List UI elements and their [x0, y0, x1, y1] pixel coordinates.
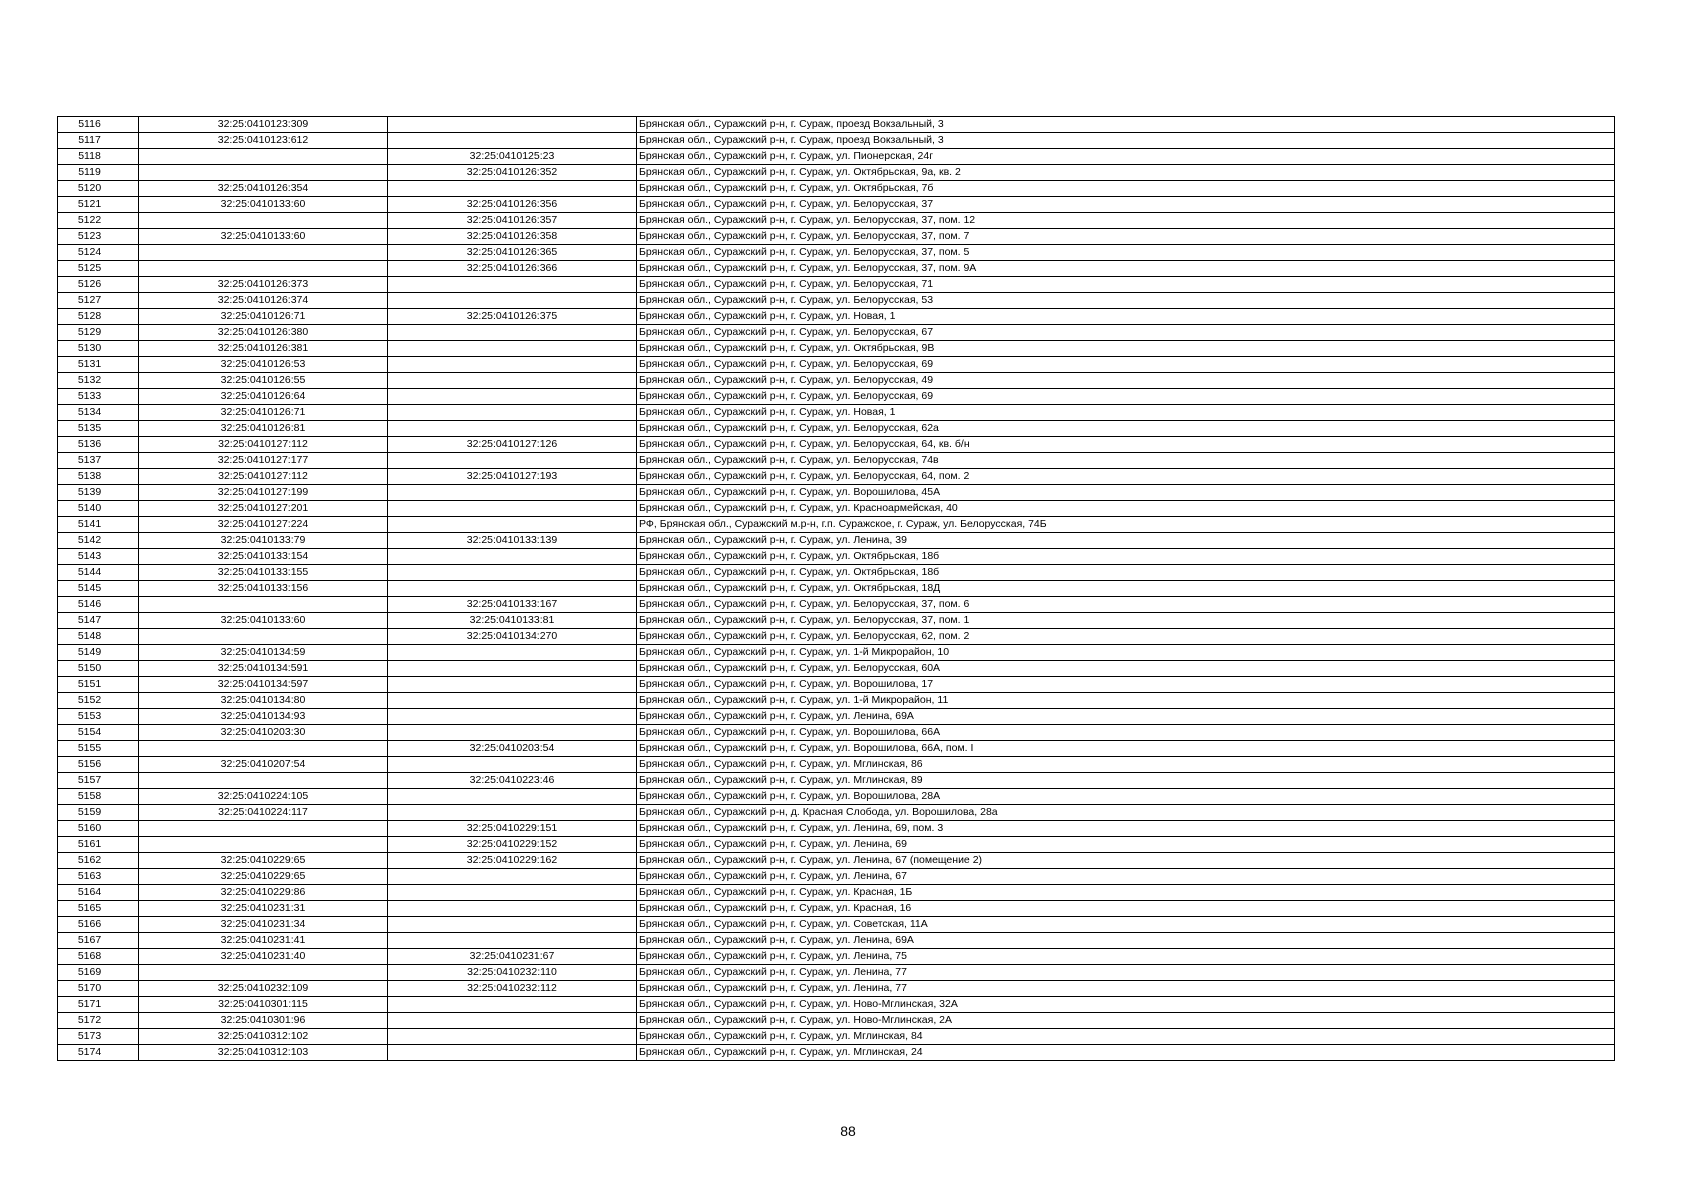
row-number-cell: 5120 — [58, 181, 139, 197]
address-cell: Брянская обл., Суражский р-н, г. Сураж, ул. 1-й Микрорайон, 10 — [637, 645, 1615, 661]
linked-cadastral-number-cell: 32:25:0410126:352 — [388, 165, 637, 181]
linked-cadastral-number-cell: 32:25:0410126:375 — [388, 309, 637, 325]
table-row — [58, 933, 1615, 949]
cadastral-number-cell — [139, 629, 388, 645]
table-row — [58, 997, 1615, 1013]
row-number-cell: 5122 — [58, 213, 139, 229]
table-row — [58, 533, 1615, 549]
address-cell: Брянская обл., Суражский р-н, г. Сураж, ул. Белорусская, 37 — [637, 197, 1615, 213]
cadastral-number-cell: 32:25:0410123:309 — [139, 117, 388, 133]
table-row — [58, 213, 1615, 229]
table-row — [58, 197, 1615, 213]
linked-cadastral-number-cell — [388, 549, 637, 565]
cadastral-number-cell: 32:25:0410224:117 — [139, 805, 388, 821]
cadastral-number-cell: 32:25:0410231:40 — [139, 949, 388, 965]
linked-cadastral-number-cell — [388, 869, 637, 885]
linked-cadastral-number-cell: 32:25:0410232:112 — [388, 981, 637, 997]
table-row — [58, 645, 1615, 661]
linked-cadastral-number-cell — [388, 645, 637, 661]
table-row — [58, 373, 1615, 389]
row-number-cell: 5118 — [58, 149, 139, 165]
cadastral-number-cell: 32:25:0410126:354 — [139, 181, 388, 197]
cadastral-number-cell: 32:25:0410133:79 — [139, 533, 388, 549]
cadastral-number-cell: 32:25:0410231:31 — [139, 901, 388, 917]
table-row — [58, 661, 1615, 677]
row-number-cell: 5130 — [58, 341, 139, 357]
linked-cadastral-number-cell — [388, 517, 637, 533]
row-number-cell: 5174 — [58, 1045, 139, 1061]
table-row — [58, 757, 1615, 773]
address-cell: РФ, Брянская обл., Суражский м.р-н, г.п. Суражское, г. Сураж, ул. Белорусская, 74Б — [637, 517, 1615, 533]
linked-cadastral-number-cell: 32:25:0410125:23 — [388, 149, 637, 165]
row-number-cell: 5126 — [58, 277, 139, 293]
cadastral-number-cell: 32:25:0410126:380 — [139, 325, 388, 341]
linked-cadastral-number-cell — [388, 901, 637, 917]
table-row — [58, 837, 1615, 853]
table-row — [58, 677, 1615, 693]
address-cell: Брянская обл., Суражский р-н, г. Сураж, ул. Пионерская, 24г — [637, 149, 1615, 165]
address-cell: Брянская обл., Суражский р-н, г. Сураж, ул. Белорусская, 37, пом. 12 — [637, 213, 1615, 229]
linked-cadastral-number-cell: 32:25:0410232:110 — [388, 965, 637, 981]
linked-cadastral-number-cell: 32:25:0410229:151 — [388, 821, 637, 837]
linked-cadastral-number-cell: 32:25:0410133:81 — [388, 613, 637, 629]
row-number-cell: 5127 — [58, 293, 139, 309]
cadastral-number-cell: 32:25:0410203:30 — [139, 725, 388, 741]
cadastral-number-cell: 32:25:0410231:34 — [139, 917, 388, 933]
address-cell: Брянская обл., Суражский р-н, г. Сураж, ул. Ленина, 67 — [637, 869, 1615, 885]
linked-cadastral-number-cell — [388, 725, 637, 741]
cadastral-number-cell — [139, 213, 388, 229]
address-cell: Брянская обл., Суражский р-н, г. Сураж, ул. Ленина, 67 (помещение 2) — [637, 853, 1615, 869]
cadastral-number-cell: 32:25:0410232:109 — [139, 981, 388, 997]
linked-cadastral-number-cell — [388, 405, 637, 421]
address-cell: Брянская обл., Суражский р-н, г. Сураж, ул. Ленина, 39 — [637, 533, 1615, 549]
row-number-cell: 5165 — [58, 901, 139, 917]
row-number-cell: 5146 — [58, 597, 139, 613]
address-cell: Брянская обл., Суражский р-н, г. Сураж, ул. Белорусская, 37, пом. 7 — [637, 229, 1615, 245]
cadastral-number-cell: 32:25:0410133:60 — [139, 229, 388, 245]
table-row — [58, 981, 1615, 997]
row-number-cell: 5124 — [58, 245, 139, 261]
row-number-cell: 5151 — [58, 677, 139, 693]
linked-cadastral-number-cell: 32:25:0410126:358 — [388, 229, 637, 245]
table-row — [58, 741, 1615, 757]
address-cell: Брянская обл., Суражский р-н, г. Сураж, ул. Ново-Мглинская, 32А — [637, 997, 1615, 1013]
row-number-cell: 5136 — [58, 437, 139, 453]
table-row — [58, 437, 1615, 453]
address-cell: Брянская обл., Суражский р-н, г. Сураж, ул. Ворошилова, 66А, пом. I — [637, 741, 1615, 757]
cadastral-number-cell: 32:25:0410224:105 — [139, 789, 388, 805]
table-row — [58, 133, 1615, 149]
cadastral-number-cell — [139, 149, 388, 165]
row-number-cell: 5121 — [58, 197, 139, 213]
row-number-cell: 5162 — [58, 853, 139, 869]
row-number-cell: 5156 — [58, 757, 139, 773]
table-row — [58, 949, 1615, 965]
row-number-cell: 5117 — [58, 133, 139, 149]
table-row — [58, 181, 1615, 197]
linked-cadastral-number-cell: 32:25:0410126:356 — [388, 197, 637, 213]
table-row — [58, 693, 1615, 709]
cadastral-number-cell: 32:25:0410123:612 — [139, 133, 388, 149]
row-number-cell: 5171 — [58, 997, 139, 1013]
address-cell: Брянская обл., Суражский р-н, г. Сураж, ул. Белорусская, 67 — [637, 325, 1615, 341]
address-cell: Брянская обл., Суражский р-н, г. Сураж, ул. Белорусская, 74в — [637, 453, 1615, 469]
table-row — [58, 565, 1615, 581]
table-row — [58, 325, 1615, 341]
linked-cadastral-number-cell: 32:25:0410126:366 — [388, 261, 637, 277]
table-row — [58, 117, 1615, 133]
linked-cadastral-number-cell: 32:25:0410133:139 — [388, 533, 637, 549]
linked-cadastral-number-cell — [388, 917, 637, 933]
row-number-cell: 5128 — [58, 309, 139, 325]
row-number-cell: 5149 — [58, 645, 139, 661]
address-cell: Брянская обл., Суражский р-н, г. Сураж, ул. Ленина, 75 — [637, 949, 1615, 965]
cadastral-number-cell — [139, 597, 388, 613]
cadastral-number-cell: 32:25:0410126:381 — [139, 341, 388, 357]
row-number-cell: 5140 — [58, 501, 139, 517]
address-cell: Брянская обл., Суражский р-н, г. Сураж, ул. Белорусская, 49 — [637, 373, 1615, 389]
address-cell: Брянская обл., Суражский р-н, г. Сураж, ул. Красная, 1Б — [637, 885, 1615, 901]
linked-cadastral-number-cell — [388, 293, 637, 309]
row-number-cell: 5170 — [58, 981, 139, 997]
linked-cadastral-number-cell: 32:25:0410126:357 — [388, 213, 637, 229]
address-cell: Брянская обл., Суражский р-н, г. Сураж, ул. Белорусская, 53 — [637, 293, 1615, 309]
linked-cadastral-number-cell — [388, 357, 637, 373]
table-row — [58, 1045, 1615, 1061]
table-row — [58, 245, 1615, 261]
table-row — [58, 613, 1615, 629]
cadastral-number-cell: 32:25:0410312:103 — [139, 1045, 388, 1061]
linked-cadastral-number-cell — [388, 805, 637, 821]
cadastral-number-cell: 32:25:0410133:155 — [139, 565, 388, 581]
row-number-cell: 5131 — [58, 357, 139, 373]
linked-cadastral-number-cell — [388, 1045, 637, 1061]
row-number-cell: 5152 — [58, 693, 139, 709]
row-number-cell: 5119 — [58, 165, 139, 181]
linked-cadastral-number-cell — [388, 325, 637, 341]
address-cell: Брянская обл., Суражский р-н, г. Сураж, ул. Белорусская, 37, пом. 9А — [637, 261, 1615, 277]
row-number-cell: 5157 — [58, 773, 139, 789]
row-number-cell: 5123 — [58, 229, 139, 245]
table-row — [58, 869, 1615, 885]
linked-cadastral-number-cell — [388, 373, 637, 389]
row-number-cell: 5116 — [58, 117, 139, 133]
row-number-cell: 5132 — [58, 373, 139, 389]
cadastral-number-cell — [139, 261, 388, 277]
row-number-cell: 5134 — [58, 405, 139, 421]
cadastral-number-cell: 32:25:0410229:65 — [139, 853, 388, 869]
address-cell: Брянская обл., Суражский р-н, г. Сураж, ул. Белорусская, 69 — [637, 357, 1615, 373]
cadastral-number-cell: 32:25:0410127:224 — [139, 517, 388, 533]
cadastral-number-cell: 32:25:0410126:374 — [139, 293, 388, 309]
address-cell: Брянская обл., Суражский р-н, г. Сураж, ул. Белорусская, 37, пом. 5 — [637, 245, 1615, 261]
row-number-cell: 5158 — [58, 789, 139, 805]
cadastral-number-cell: 32:25:0410207:54 — [139, 757, 388, 773]
table-row — [58, 293, 1615, 309]
address-cell: Брянская обл., Суражский р-н, г. Сураж, ул. Октябрьская, 18Д — [637, 581, 1615, 597]
address-cell: Брянская обл., Суражский р-н, г. Сураж, ул. Белорусская, 62а — [637, 421, 1615, 437]
linked-cadastral-number-cell — [388, 453, 637, 469]
table-row — [58, 501, 1615, 517]
linked-cadastral-number-cell: 32:25:0410127:193 — [388, 469, 637, 485]
linked-cadastral-number-cell — [388, 693, 637, 709]
row-number-cell: 5155 — [58, 741, 139, 757]
linked-cadastral-number-cell — [388, 789, 637, 805]
cadastral-number-cell: 32:25:0410127:112 — [139, 469, 388, 485]
address-cell: Брянская обл., Суражский р-н, г. Сураж, ул. Новая, 1 — [637, 405, 1615, 421]
address-cell: Брянская обл., Суражский р-н, г. Сураж, ул. Белорусская, 64, пом. 2 — [637, 469, 1615, 485]
table-row — [58, 901, 1615, 917]
address-cell: Брянская обл., Суражский р-н, г. Сураж, ул. Белорусская, 60А — [637, 661, 1615, 677]
row-number-cell: 5148 — [58, 629, 139, 645]
address-cell: Брянская обл., Суражский р-н, г. Сураж, ул. Ворошилова, 28А — [637, 789, 1615, 805]
cadastral-number-cell — [139, 773, 388, 789]
cadastral-number-cell: 32:25:0410126:71 — [139, 309, 388, 325]
cadastral-number-cell: 32:25:0410126:53 — [139, 357, 388, 373]
row-number-cell: 5168 — [58, 949, 139, 965]
table-row — [58, 517, 1615, 533]
table-row — [58, 965, 1615, 981]
cadastral-number-cell — [139, 821, 388, 837]
table-row — [58, 309, 1615, 325]
cadastral-number-cell: 32:25:0410133:156 — [139, 581, 388, 597]
cadastral-number-cell: 32:25:0410134:591 — [139, 661, 388, 677]
row-number-cell: 5138 — [58, 469, 139, 485]
table-row — [58, 277, 1615, 293]
cadastral-number-cell: 32:25:0410126:55 — [139, 373, 388, 389]
table-row — [58, 453, 1615, 469]
cadastral-number-cell: 32:25:0410127:201 — [139, 501, 388, 517]
table-row — [58, 261, 1615, 277]
linked-cadastral-number-cell — [388, 757, 637, 773]
address-cell: Брянская обл., Суражский р-н, г. Сураж, ул. Красная, 16 — [637, 901, 1615, 917]
table-row — [58, 805, 1615, 821]
row-number-cell: 5143 — [58, 549, 139, 565]
cadastral-number-cell: 32:25:0410126:71 — [139, 405, 388, 421]
linked-cadastral-number-cell — [388, 677, 637, 693]
table-row — [58, 629, 1615, 645]
row-number-cell: 5169 — [58, 965, 139, 981]
address-cell: Брянская обл., Суражский р-н, г. Сураж, ул. Ленина, 69 — [637, 837, 1615, 853]
row-number-cell: 5147 — [58, 613, 139, 629]
linked-cadastral-number-cell — [388, 1013, 637, 1029]
cadastral-number-cell: 32:25:0410231:41 — [139, 933, 388, 949]
cadastral-number-cell: 32:25:0410229:65 — [139, 869, 388, 885]
cadastral-number-cell: 32:25:0410134:59 — [139, 645, 388, 661]
row-number-cell: 5154 — [58, 725, 139, 741]
register-table-body — [58, 117, 1615, 1061]
table-row — [58, 1013, 1615, 1029]
table-row — [58, 789, 1615, 805]
address-cell: Брянская обл., Суражский р-н, г. Сураж, ул. Ворошилова, 17 — [637, 677, 1615, 693]
cadastral-number-cell — [139, 165, 388, 181]
linked-cadastral-number-cell — [388, 485, 637, 501]
cadastral-number-cell: 32:25:0410134:80 — [139, 693, 388, 709]
linked-cadastral-number-cell — [388, 997, 637, 1013]
row-number-cell: 5167 — [58, 933, 139, 949]
cadastral-number-cell: 32:25:0410134:93 — [139, 709, 388, 725]
cadastral-number-cell: 32:25:0410133:60 — [139, 613, 388, 629]
address-cell: Брянская обл., Суражский р-н, г. Сураж, ул. Мглинская, 84 — [637, 1029, 1615, 1045]
cadastral-number-cell: 32:25:0410127:199 — [139, 485, 388, 501]
table-row — [58, 885, 1615, 901]
address-cell: Брянская обл., Суражский р-н, г. Сураж, ул. Белорусская, 69 — [637, 389, 1615, 405]
linked-cadastral-number-cell: 32:25:0410126:365 — [388, 245, 637, 261]
address-cell: Брянская обл., Суражский р-н, г. Сураж, ул. Ленина, 77 — [637, 981, 1615, 997]
linked-cadastral-number-cell — [388, 565, 637, 581]
address-cell: Брянская обл., Суражский р-н, г. Сураж, проезд Вокзальный, 3 — [637, 133, 1615, 149]
row-number-cell: 5159 — [58, 805, 139, 821]
address-cell: Брянская обл., Суражский р-н, г. Сураж, ул. Белорусская, 71 — [637, 277, 1615, 293]
address-cell: Брянская обл., Суражский р-н, г. Сураж, ул. Советская, 11А — [637, 917, 1615, 933]
address-cell: Брянская обл., Суражский р-н, г. Сураж, ул. Белорусская, 64, кв. б/н — [637, 437, 1615, 453]
cadastral-number-cell: 32:25:0410301:96 — [139, 1013, 388, 1029]
table-row — [58, 917, 1615, 933]
linked-cadastral-number-cell — [388, 661, 637, 677]
linked-cadastral-number-cell — [388, 341, 637, 357]
row-number-cell: 5141 — [58, 517, 139, 533]
address-cell: Брянская обл., Суражский р-н, г. Сураж, ул. Белорусская, 37, пом. 6 — [637, 597, 1615, 613]
table-row — [58, 165, 1615, 181]
table-row — [58, 709, 1615, 725]
linked-cadastral-number-cell: 32:25:0410203:54 — [388, 741, 637, 757]
cadastral-number-cell: 32:25:0410133:154 — [139, 549, 388, 565]
address-cell: Брянская обл., Суражский р-н, г. Сураж, ул. Белорусская, 62, пом. 2 — [637, 629, 1615, 645]
row-number-cell: 5144 — [58, 565, 139, 581]
row-number-cell: 5137 — [58, 453, 139, 469]
linked-cadastral-number-cell — [388, 133, 637, 149]
table-row — [58, 821, 1615, 837]
row-number-cell: 5163 — [58, 869, 139, 885]
table-row — [58, 389, 1615, 405]
table-row — [58, 469, 1615, 485]
cadastral-number-cell — [139, 965, 388, 981]
table-row — [58, 1029, 1615, 1045]
row-number-cell: 5166 — [58, 917, 139, 933]
cadastral-number-cell: 32:25:0410127:177 — [139, 453, 388, 469]
cadastral-number-cell: 32:25:0410126:373 — [139, 277, 388, 293]
linked-cadastral-number-cell — [388, 389, 637, 405]
address-cell: Брянская обл., Суражский р-н, г. Сураж, ул. Ленина, 77 — [637, 965, 1615, 981]
cadastral-number-cell: 32:25:0410312:102 — [139, 1029, 388, 1045]
address-cell: Брянская обл., Суражский р-н, г. Сураж, ул. Ленина, 69, пом. 3 — [637, 821, 1615, 837]
row-number-cell: 5150 — [58, 661, 139, 677]
row-number-cell: 5161 — [58, 837, 139, 853]
cadastral-number-cell: 32:25:0410229:86 — [139, 885, 388, 901]
address-cell: Брянская обл., Суражский р-н, г. Сураж, ул. Октябрьская, 18б — [637, 565, 1615, 581]
linked-cadastral-number-cell: 32:25:0410127:126 — [388, 437, 637, 453]
row-number-cell: 5125 — [58, 261, 139, 277]
cadastral-number-cell: 32:25:0410301:115 — [139, 997, 388, 1013]
address-cell: Брянская обл., Суражский р-н, г. Сураж, ул. Мглинская, 86 — [637, 757, 1615, 773]
address-cell: Брянская обл., Суражский р-н, г. Сураж, ул. Ленина, 69А — [637, 709, 1615, 725]
linked-cadastral-number-cell: 32:25:0410134:270 — [388, 629, 637, 645]
address-cell: Брянская обл., Суражский р-н, д. Красная Слобода, ул. Ворошилова, 28а — [637, 805, 1615, 821]
linked-cadastral-number-cell: 32:25:0410133:167 — [388, 597, 637, 613]
row-number-cell: 5135 — [58, 421, 139, 437]
table-row — [58, 581, 1615, 597]
linked-cadastral-number-cell — [388, 501, 637, 517]
address-cell: Брянская обл., Суражский р-н, г. Сураж, ул. Октябрьская, 7б — [637, 181, 1615, 197]
address-cell: Брянская обл., Суражский р-н, г. Сураж, ул. Красноармейская, 40 — [637, 501, 1615, 517]
linked-cadastral-number-cell — [388, 933, 637, 949]
row-number-cell: 5133 — [58, 389, 139, 405]
address-cell: Брянская обл., Суражский р-н, г. Сураж, ул. Ново-Мглинская, 2А — [637, 1013, 1615, 1029]
linked-cadastral-number-cell — [388, 1029, 637, 1045]
linked-cadastral-number-cell — [388, 421, 637, 437]
row-number-cell: 5160 — [58, 821, 139, 837]
cadastral-number-cell: 32:25:0410126:81 — [139, 421, 388, 437]
table-row — [58, 405, 1615, 421]
row-number-cell: 5172 — [58, 1013, 139, 1029]
row-number-cell: 5164 — [58, 885, 139, 901]
table-row — [58, 549, 1615, 565]
address-cell: Брянская обл., Суражский р-н, г. Сураж, ул. Ворошилова, 66А — [637, 725, 1615, 741]
linked-cadastral-number-cell: 32:25:0410231:67 — [388, 949, 637, 965]
address-cell: Брянская обл., Суражский р-н, г. Сураж, ул. 1-й Микрорайон, 11 — [637, 693, 1615, 709]
cadastral-number-cell: 32:25:0410126:64 — [139, 389, 388, 405]
address-cell: Брянская обл., Суражский р-н, г. Сураж, ул. Ленина, 69А — [637, 933, 1615, 949]
table-row — [58, 773, 1615, 789]
cadastral-number-cell — [139, 245, 388, 261]
table-row — [58, 725, 1615, 741]
linked-cadastral-number-cell — [388, 117, 637, 133]
page-number: 88 — [840, 1123, 856, 1139]
linked-cadastral-number-cell — [388, 885, 637, 901]
row-number-cell: 5153 — [58, 709, 139, 725]
row-number-cell: 5145 — [58, 581, 139, 597]
cadastral-number-cell: 32:25:0410133:60 — [139, 197, 388, 213]
address-cell: Брянская обл., Суражский р-н, г. Сураж, ул. Октябрьская, 18б — [637, 549, 1615, 565]
address-cell: Брянская обл., Суражский р-н, г. Сураж, ул. Белорусская, 37, пом. 1 — [637, 613, 1615, 629]
linked-cadastral-number-cell: 32:25:0410229:152 — [388, 837, 637, 853]
address-cell: Брянская обл., Суражский р-н, г. Сураж, ул. Октябрьская, 9В — [637, 341, 1615, 357]
address-cell: Брянская обл., Суражский р-н, г. Сураж, ул. Новая, 1 — [637, 309, 1615, 325]
cadastral-number-cell: 32:25:0410134:597 — [139, 677, 388, 693]
table-row — [58, 357, 1615, 373]
table-row — [58, 853, 1615, 869]
address-cell: Брянская обл., Суражский р-н, г. Сураж, ул. Октябрьская, 9а, кв. 2 — [637, 165, 1615, 181]
table-row — [58, 597, 1615, 613]
linked-cadastral-number-cell — [388, 277, 637, 293]
linked-cadastral-number-cell: 32:25:0410229:162 — [388, 853, 637, 869]
row-number-cell: 5139 — [58, 485, 139, 501]
linked-cadastral-number-cell: 32:25:0410223:46 — [388, 773, 637, 789]
cadastral-number-cell: 32:25:0410127:112 — [139, 437, 388, 453]
linked-cadastral-number-cell — [388, 581, 637, 597]
address-cell: Брянская обл., Суражский р-н, г. Сураж, ул. Ворошилова, 45А — [637, 485, 1615, 501]
cadastral-number-cell — [139, 837, 388, 853]
cadastral-number-cell — [139, 741, 388, 757]
linked-cadastral-number-cell — [388, 709, 637, 725]
address-cell: Брянская обл., Суражский р-н, г. Сураж, проезд Вокзальный, 3 — [637, 117, 1615, 133]
property-register-table — [57, 116, 1615, 1061]
linked-cadastral-number-cell — [388, 181, 637, 197]
row-number-cell: 5129 — [58, 325, 139, 341]
address-cell: Брянская обл., Суражский р-н, г. Сураж, ул. Мглинская, 24 — [637, 1045, 1615, 1061]
address-cell: Брянская обл., Суражский р-н, г. Сураж, ул. Мглинская, 89 — [637, 773, 1615, 789]
table-row — [58, 485, 1615, 501]
table-row — [58, 229, 1615, 245]
row-number-cell: 5173 — [58, 1029, 139, 1045]
row-number-cell: 5142 — [58, 533, 139, 549]
table-row — [58, 149, 1615, 165]
table-row — [58, 421, 1615, 437]
table-row — [58, 341, 1615, 357]
